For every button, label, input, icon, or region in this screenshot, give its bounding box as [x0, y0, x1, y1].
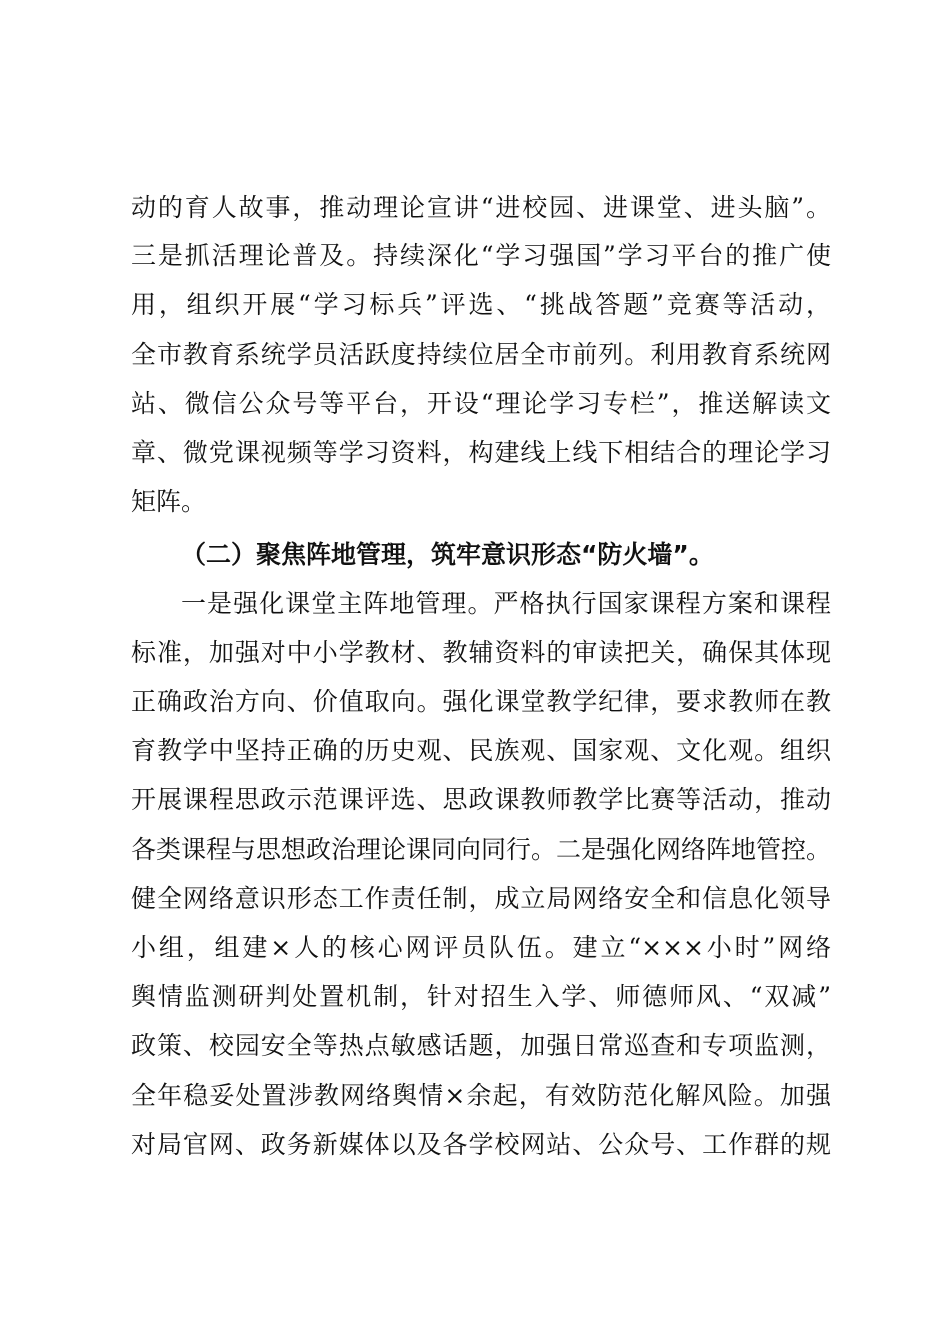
body-text-line: 三是抓活理论普及。持续深化“学习强国”学习平台的推广使 — [131, 241, 831, 270]
body-text-line: 舆情监测研判处置机制，针对招生入学、师德师风、“双减” — [131, 982, 831, 1011]
body-text-line: 小组，组建×人的核心网评员队伍。建立“×××小时”网络 — [131, 933, 831, 962]
body-text-line: 健全网络意识形态工作责任制，成立局网络安全和信息化领导 — [131, 884, 831, 913]
body-text-line: 全年稳妥处置涉教网络舆情×余起，有效防范化解风险。加强 — [131, 1081, 831, 1110]
body-text-line: 育教学中坚持正确的历史观、民族观、国家观、文化观。组织 — [131, 736, 831, 765]
body-text-line: 用，组织开展“学习标兵”评选、“挑战答题”竞赛等活动， — [131, 290, 831, 319]
body-text-line: 正确政治方向、价值取向。强化课堂教学纪律，要求教师在教 — [131, 687, 831, 716]
body-text-line: 对局官网、政务新媒体以及各学校网站、公众号、工作群的规 — [131, 1130, 831, 1159]
body-text-line: 开展课程思政示范课评选、思政课教师教学比赛等活动，推动 — [131, 785, 831, 814]
body-text-line: 全市教育系统学员活跃度持续位居全市前列。利用教育系统网 — [131, 340, 831, 369]
body-text-line: 矩阵。 — [131, 487, 207, 516]
section-heading: （二）聚焦阵地管理，筑牢意识形态“防火墙”。 — [181, 540, 714, 569]
body-text-line: 政策、校园安全等热点敏感话题，加强日常巡查和专项监测， — [131, 1031, 831, 1060]
body-text-line: 动的育人故事，推动理论宣讲“进校园、进课堂、进头脑”。 — [131, 193, 831, 222]
body-text-line: 章、微党课视频等学习资料，构建线上线下相结合的理论学习 — [131, 438, 831, 467]
body-text-line: 一是强化课堂主阵地管理。严格执行国家课程方案和课程 — [181, 589, 831, 618]
body-text-line: 标准，加强对中小学教材、教辅资料的审读把关，确保其体现 — [131, 638, 831, 667]
body-text-line: 各类课程与思想政治理论课同向同行。二是强化网络阵地管控。 — [131, 835, 832, 864]
body-text-line: 站、微信公众号等平台，开设“理论学习专栏”，推送解读文 — [131, 389, 831, 418]
